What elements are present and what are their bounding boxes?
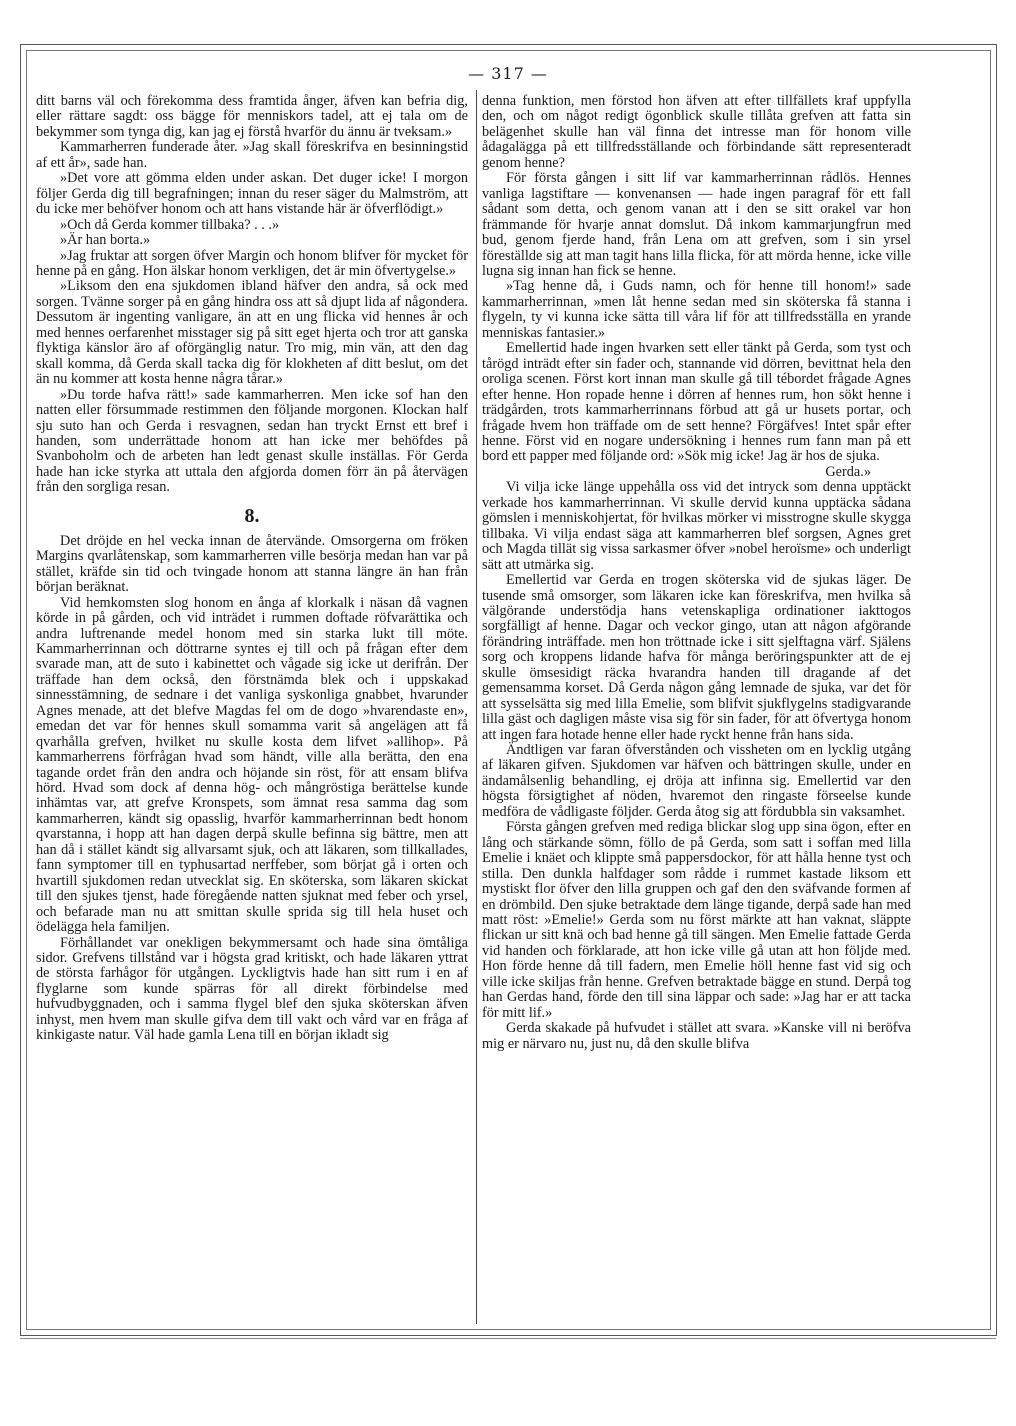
paragraph: denna funktion, men förstod hon äfven att efter tillfällets kraf uppfylla den, och om något redigt ögonblick skulle tillåta grefven att fatta sin belägenhet skulle han väl finna det intresse man för honom ville ådagalägga på ett tillfredsställande och förbindande sätt representeradt genom henne? [482,94,911,171]
paragraph: »Du torde hafva rätt!» sade kammarherren. Men icke sof han den natten eller försummade restimmen den följande morgonen. Klockan half sju suto han och Gerda i resvagnen, sedan han tryckt Ernst ett bref i handen, som underrättade honom att han icke mer behöfdes på Svanboholm och de arbeten han ledt genast skulle inställas. För Gerda hade han icke styrka att uttala den afgjorda domen förr än på återvägen från den sorgliga resan. [36,386,468,496]
paragraph: »Är han borta.» [60,232,151,249]
paragraph: Vi vilja icke länge uppehålla oss vid det intryck som denna upptäckt verkade hos kammarherrinnan. Vi skulle dervid kunna upptäcka sådana gömslen i menniskohjertat, för hvilkas mörker vi misstrogne skulle skygga tillbaka. Vi vilja endast säga att kammarherren blef sorgsen, Agnes gret och Magda tillät sig vissa sarkasmer öfver »nobel heroïsme» och underligt sätt att utmärka sig. [482,479,911,573]
paragraph: Emellertid var Gerda en trogen sköterska vid de sjukas läger. De tusende små omsorger, som läkaren icke kan föreskrifva, men hvilka så välgörande understödja hans vetenskapliga ordinationer iakttogos sorgfälligt af henne. Dagar och veckor gingo, utan att någon afgörande förändring inträffade. men hon tröttnade icke i sitt sjelftagna värf. Själens sorg och kroppens lidande hafva för många beröringspunkter att de ej skulle ömsesidigt räcka hvarandra handen till dragande af det gemensamma korset. Då Gerda någon gång lemnade de sjuka, var det för att sysselsätta sig med lilla Emelie, som blifvit sjukflygelns stadigvarande lilla gäst och dagligen måste visa sig för sin fader, för att öfvertyga honom att ingen fara hotade henne eller hade ryckt henne från hans sida. [482,572,911,743]
paragraph: För första gången i sitt lif var kammarherrinnan rådlös. Hennes vanliga lagstiftare — konvenansen — hade ingen paragraf för ett fall sådant som detta, och genom vanan att i den se sitt orakel var hon främmande för hvarje annat domslut. Då inkom kammarjungfrun med bud, genom fjerde hand, från Lena om att grefven, som i sin yrsel föreställde sig att man tagit hans lilla flicka, för att mörda henne, icke ville lugna sig innan han fick se henne. [482,170,911,279]
paragraph: Det dröjde en hel vecka innan de återvände. Omsorgerna om fröken Margins qvarlåtenskap, som kammarherren ville besörja medan han var på stället, kräfde sin tid och tvingade honom att stanna längre än han från början beräknat. [36,532,468,596]
paragraph: »Tag henne då, i Guds namn, och för henne till honom!» sade kammarherrinnan, »men låt henne sedan med sin sköterska få stanna i flygeln, ty vi kunna icke sätta till våra lif för att tillfredsställa en yrande menniskas fantasier.» [482,278,911,341]
paragraph: ditt barns väl och förekomma dess framtida ånger, äfven kan befria dig, eller rättare sagdt: oss bägge för menniskors tadel, att ej tala om de bekymmer som tynga dig, kan jag ej förstå hvarför du ännu är tveksam.» [36,94,468,140]
paragraph: Ändtligen var faran öfverstånden och vissheten om en lycklig utgång af läkaren gifven. Sjukdomen var häfven och bättringen skulle, under en ändamålsenlig behandling, ej dröja att infinna sig. Emellertid var den högsta försigtighet af nöden, hvaremot den ringaste förseelse kunde medföra de vådligaste följder. Gerda åtog sig att fördubbla sin vaksamhet. [482,742,911,820]
paragraph: »Liksom den ena sjukdomen ibland häfver den andra, så ock med sorgen. Tvänne sorger på en gång hindra oss att så djupt lida af någondera. Dessutom är ingenting vanligare, än att en ung flicka vid hennes år och med hennes oerfarenhet misstager sig på sitt eget hjerta och tror att ganska flyktiga känslor äro af oförgänglig natur. Tro mig, min vän, att den dag skall komma, då Gerda skall tacka dig för klokheten af ditt beslut, om det än nu kommer att kosta henne några tårar.» [36,278,468,388]
paragraph: »Det vore att gömma elden under askan. Det duger icke! I morgon följer Gerda dig till begrafningen; innan du reser säger du Malmström, att du icke mer behöfver honom och att hans vistande här är öfverflödigt.» [36,170,468,218]
section-heading: 8. [244,504,260,527]
paragraph: Förhållandet var onekligen bekymmersamt och hade sina ömtåliga sidor. Grefvens tillstånd var i högsta grad kritiskt, och hade läkaren yttrat de största farhågor för utgången. Lyckligtvis hade han sitt rum i en af flyglarne som kunde spärras för all direkt förbindelse med hufvudbyggnaden, och i samma flygel blef den sjuka sköterskan äfven inhyst, men hvem man skulle gifva dem till vakt och vård var en fråga af kinkigaste natur. Väl hade gamla Lena till en början ikladt sig [36,934,468,1044]
left-column [36,94,468,1326]
bottom-rule [20,1338,996,1339]
paragraph: Emellertid hade ingen hvarken sett eller tänkt på Gerda, som tyst och tårögd inträdt efter sin fader och, stannande vid dörren, bevittnat hela den oroliga scenen. Först kort innan man skulle gå till tébordet frågade Agnes efter henne. Hon ropade henne i dörren af hennes rum, hon sökt henne i trädgården, trots kammarherrinnans förbud att gå ur husets portar, och frågade hvem hon träffade om de sett henne? Förgäfves! Intet spår efter henne. Först vid en nogare undersökning i hennes rum fann man på ett bord ett papper med följande ord: »Sök mig icke! Jag är hos de sjuka. [482,340,911,465]
paragraph: »Och då Gerda kommer tillbaka? . . .» [60,216,280,233]
paragraph: Kammarherren funderade åter. »Jag skall föreskrifva en besinningstid af ett år», sade han. [36,139,468,171]
paragraph: Första gången grefven med rediga blickar slog upp sina ögon, efter en lång och stärkande sömn, föllo de på Gerda, som satt i soffan med lilla Emelie i knäet och klippte små pappersdockor, för att hålla henne tyst och stilla. Den dunkla halfdager som rådde i rummet kastade liksom ett mystiskt flor öfver den lilla gruppen och gaf den den sväfvande formen af en drömbild. Den sjuke betraktade dem länge tigande, derpå sade han med matt röst: »Emelie!» Gerda som nu först märkte att han vaknat, släppte flickan ur sitt knä och bad henne gå till sängen. Men Emelie fattade Gerda vid handen och förklarade, att hon icke ville gå utan att hon följde med. Hon förde henne då till fadern, men Emelie höll henne fast vid sig och ville icke skiljas från henne. Grefven betraktade bägge en stund. Derpå tog han Gerdas hand, förde den till sina läppar och sade: »Jag har er att tacka för mitt lif.» [482,819,911,1021]
column-divider [476,90,477,1324]
right-column [482,94,911,1326]
paragraph: Gerda skakade på hufvudet i stället att svara. »Kanske vill ni beröfva mig er närvaro nu, just nu, då den skulle blifva [482,1020,911,1052]
page-number: — 317 — [468,64,548,83]
signature: Gerda.» [825,463,871,480]
paragraph: »Jag fruktar att sorgen öfver Margin och honom blifver för mycket för henne på en gång. Hon älskar honom verkligen, det är min öfvertygelse.» [36,247,468,279]
paragraph: Vid hemkomsten slog honom en ånga af klorkalk i näsan då vagnen körde in på gården, och vid inträdet i rummen doftade röfvarättika och andra luftrenande medel honom med sin starka lukt till möte. Kammarherrinnan och döttrarne syntes ej till och på frågan efter dem svarade man, att de suto i kabinettet och vågade sig icke ut derifrån. Der träffade han dem också, den förstnämda blek och i uppskakad sinnesstämning, de sednare i det vanliga syskonliga gnabbet, hvarunder Agnes menade, att det blefve Magdas fel om de dogo »hvarendaste en», emedan det var för hennes skull somamma varit så angelägen att få qvarhålla grefven, hvilket nu skulle kosta dem lifvet »allihop». På kammarherrens förfrågan hvad som händt, ville alla berätta, den ena tagande ordet från den andra och höjande sin röst, för att ensam blifva hörd. Hvad som dock af denna hög- och mångröstiga berättelse kunde inhämtas var, att grefve Kronspets, som ämnat resa samma dag som kammarherren, kändt sig opasslig, hvarför kammarherrinnan bedt honom qvarstanna, i hopp att han dagen derpå skulle befinna sig bättre, men att han då i stället kändt sig allvarsamt sjuk, och att läkaren, som tillkallades, fann symptomer till en typhusartad nerffeber, som börjat gå i orten och hvartill sjukdomen redan utvecklat sig. En sköterska, som läkaren skickat till den sjukes tjenst, hade föregående natten sjuknat med feber och yrsel, och befarade man nu att smittan skulle sprida sig till hela huset och ödelägga hela familjen. [36,594,468,936]
